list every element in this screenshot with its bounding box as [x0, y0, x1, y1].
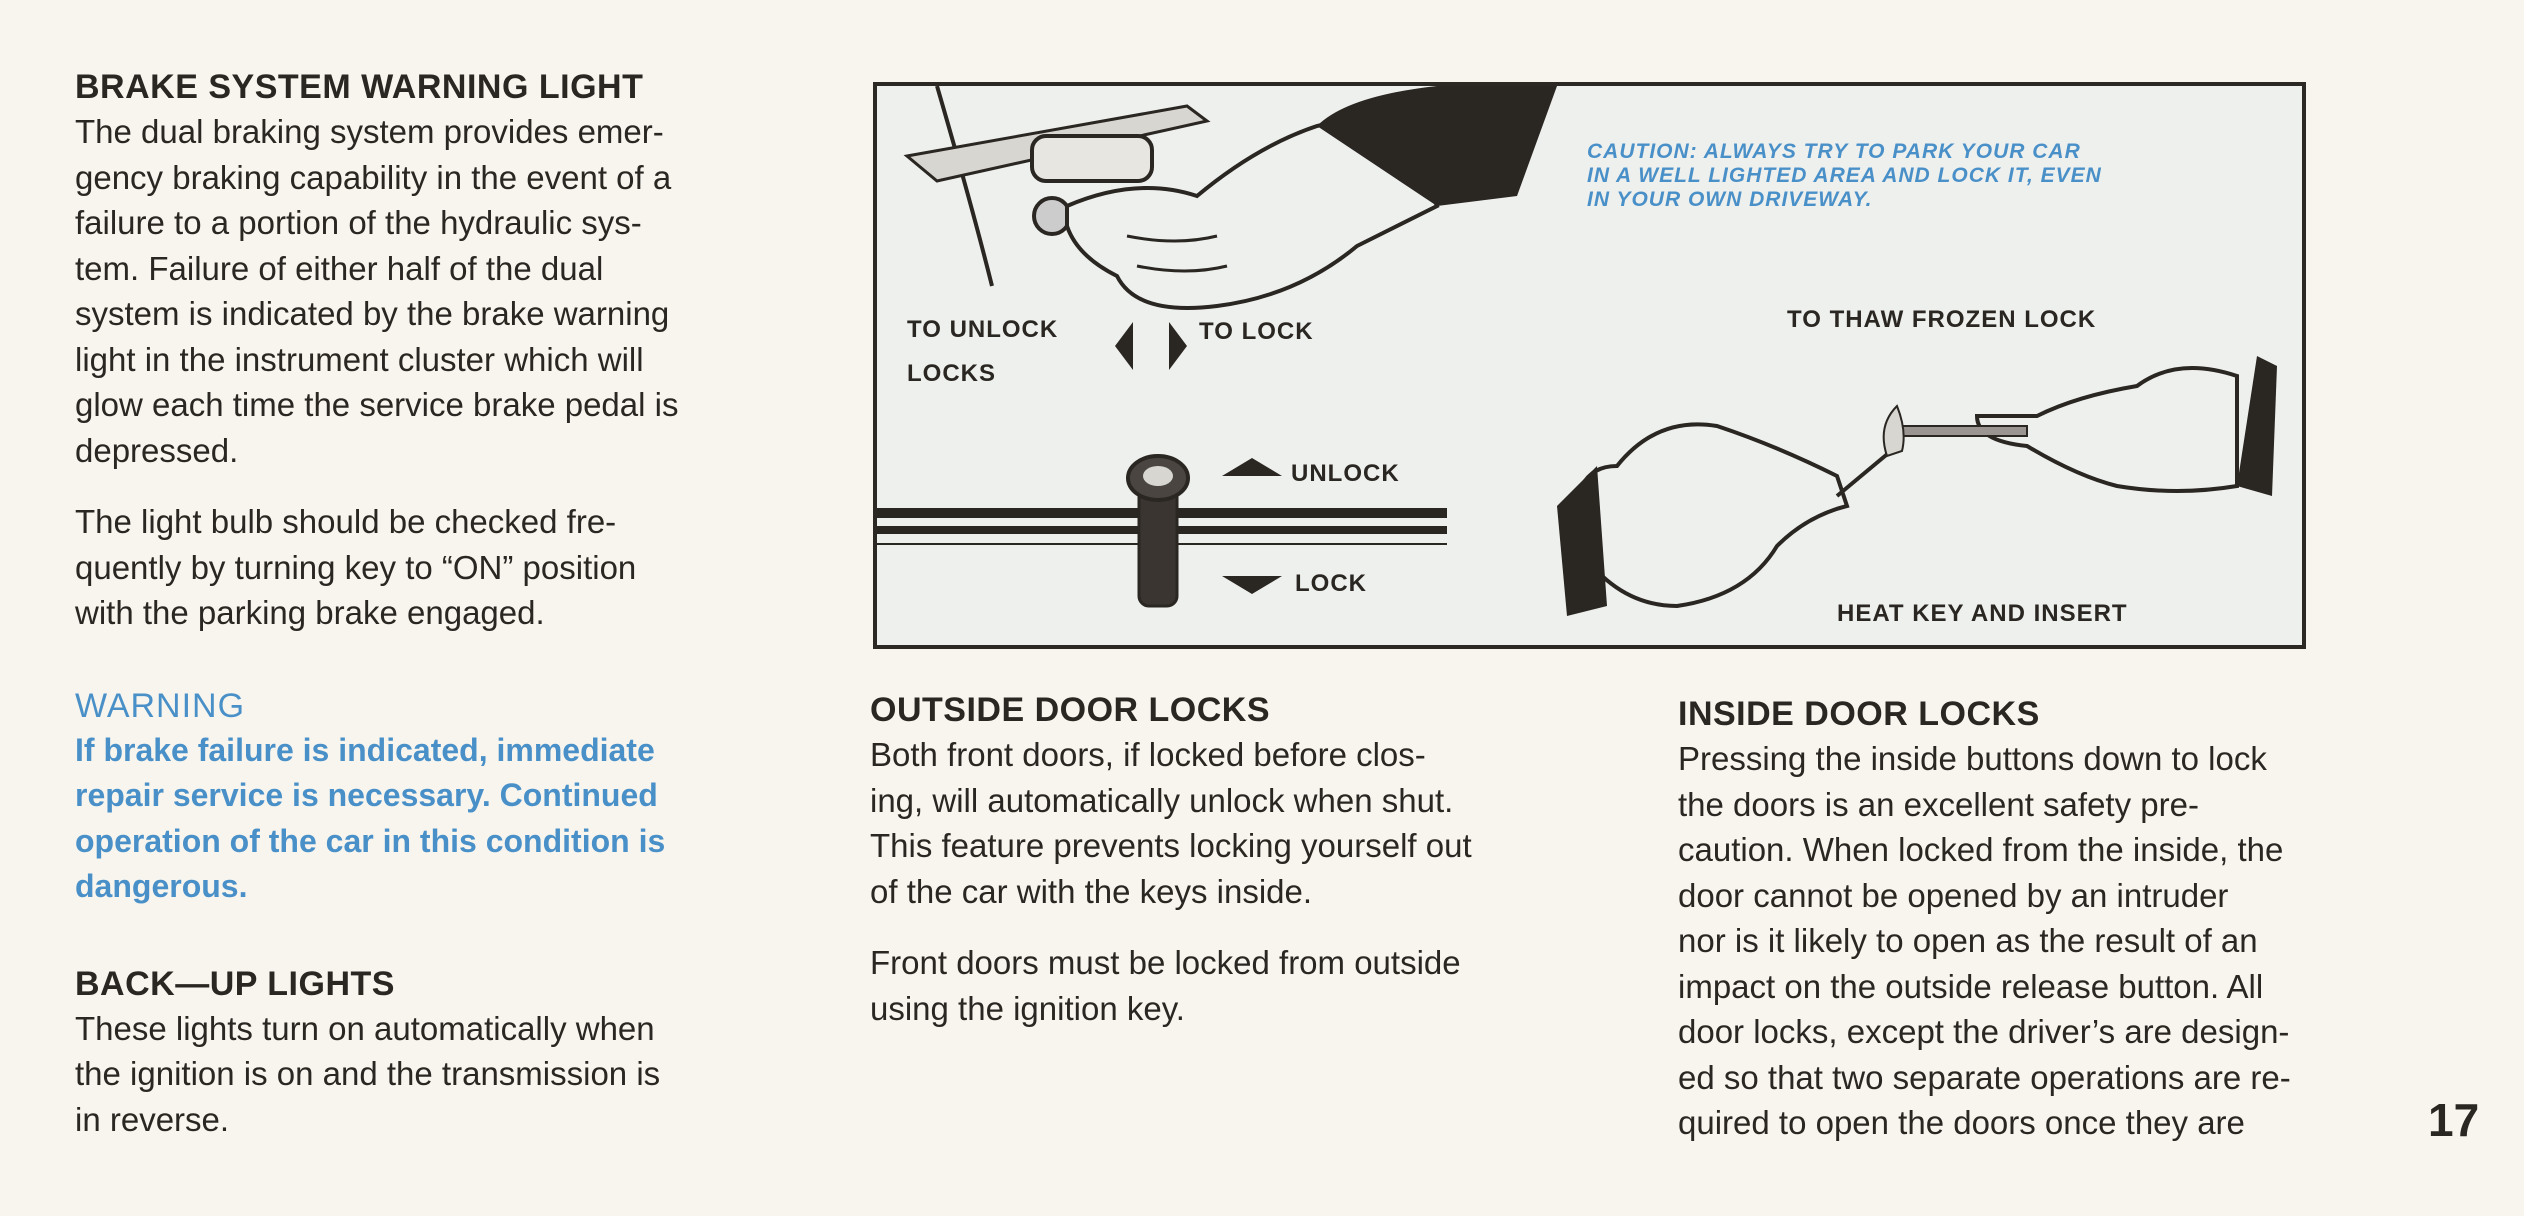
text-line: of the car with the keys inside. [870, 872, 1313, 910]
hands-heating-key [1557, 356, 2277, 616]
text-line: using the ignition key. [870, 989, 1185, 1027]
brake-title: BRAKE SYSTEM WARNING LIGHT [75, 68, 644, 106]
handle-button [1032, 136, 1152, 181]
brake-para-1 [75, 109, 780, 473]
text-line: quently by turning key to “ON” position [75, 548, 637, 586]
text-line: tem. Failure of either half of the dual [75, 249, 604, 287]
door-edge [937, 86, 992, 286]
text-line: with the parking brake engaged. [75, 594, 545, 631]
caution-note [1587, 140, 2207, 212]
inside-title: INSIDE DOOR LOCKS [1678, 695, 2040, 733]
text-line: gency braking capability in the event of a [75, 158, 672, 196]
text-line: nor is it likely to open as the result of an [1678, 922, 2258, 959]
text-line: caution. When locked from the inside, the [1678, 831, 2284, 868]
text-line: depressed. [75, 431, 239, 469]
door-lock-illustration [873, 82, 2306, 649]
text-line: quired to open the doors once they are [1678, 1104, 2245, 1141]
brake-para-2 [75, 499, 780, 636]
text-line: The dual braking system provides emer- [75, 113, 664, 150]
text-line: Both front doors, if locked before clos- [870, 736, 1426, 773]
down-arrow [1222, 576, 1282, 594]
left-column [75, 65, 780, 1142]
unlock-label: UNLOCK [1291, 460, 1400, 487]
lock-label: LOCK [1295, 570, 1367, 597]
heat-key-label: HEAT KEY AND INSERT [1837, 600, 2128, 627]
right-column [1678, 692, 2383, 1146]
text-line: repair service is necessary. Continued [75, 777, 658, 813]
locks-label: LOCKS [907, 360, 996, 387]
text-line: in reverse. [75, 1100, 230, 1138]
text-line: This feature prevents locking yourself out [870, 827, 1472, 864]
text-line: Pressing the inside buttons down to lock [1678, 740, 2267, 777]
caution-line: CAUTION: ALWAYS TRY TO PARK YOUR CAR [1587, 140, 2081, 163]
middle-column [870, 688, 1575, 1031]
thaw-label: TO THAW FROZEN LOCK [1787, 306, 2097, 333]
text-line: impact on the outside release button. All [1678, 967, 2264, 1005]
to-lock-label: TO LOCK [1199, 318, 1314, 345]
backup-body [75, 1006, 780, 1143]
text-line: The light bulb should be checked fre- [75, 503, 617, 540]
text-line: dangerous. [75, 868, 248, 904]
warning-title: WARNING [75, 686, 246, 725]
lock-arrow-right [1169, 322, 1187, 370]
text-line: Front doors must be locked from outside [870, 944, 1461, 981]
backup-title: BACK—UP LIGHTS [75, 964, 395, 1003]
outside-para-2 [870, 940, 1575, 1031]
text-line: operation of the car in this condition is [75, 822, 666, 859]
text-line: These lights turn on automatically when [75, 1009, 655, 1047]
text-line: system is indicated by the brake warning [75, 295, 670, 332]
text-line: ed so that two separate operations are re- [1678, 1058, 2291, 1096]
text-line: glow each time the service brake pedal is [75, 386, 679, 423]
text-line: light in the instrument cluster which will [75, 340, 644, 378]
unlock-arrow-left [1115, 322, 1133, 370]
to-unlock-label: TO UNLOCK [907, 316, 1059, 343]
text-line: the doors is an excellent safety pre- [1678, 785, 2199, 823]
text-line: ing, will automatically unlock when shut. [870, 781, 1454, 819]
warning-body [75, 728, 780, 910]
outside-title: OUTSIDE DOOR LOCKS [870, 691, 1271, 729]
text-line: If brake failure is indicated, immediate [75, 731, 655, 768]
outside-para-1 [870, 732, 1575, 914]
text-line: failure to a portion of the hydraulic sys- [75, 204, 642, 241]
caution-line: IN YOUR OWN DRIVEWAY. [1587, 188, 1873, 211]
text-line: door locks, except the driver’s are design- [1678, 1013, 2290, 1050]
text-line: door cannot be opened by an intruder [1678, 876, 2229, 914]
text-line: the ignition is on and the transmission is [75, 1055, 661, 1092]
up-arrow [1222, 458, 1282, 476]
page-number: 17 [2428, 1094, 2480, 1146]
caution-line: IN A WELL LIGHTED AREA AND LOCK IT, EVEN [1587, 164, 2102, 187]
inside-body [1678, 736, 2383, 1146]
